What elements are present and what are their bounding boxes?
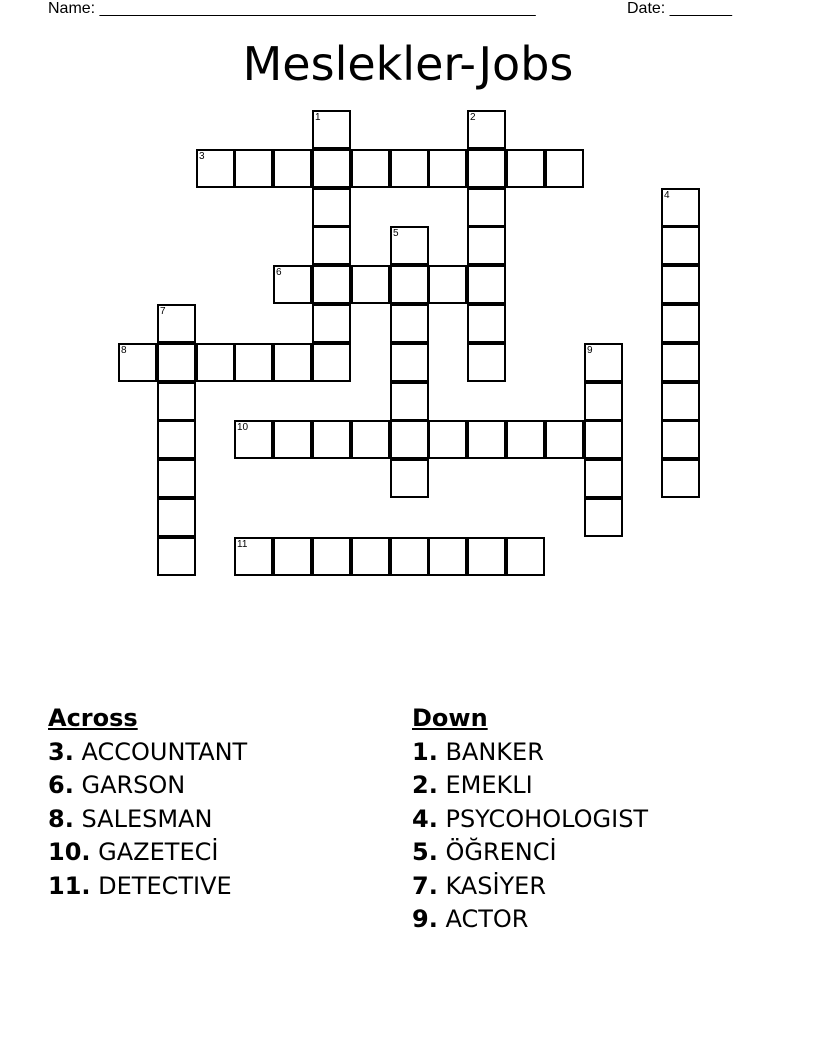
grid-cell[interactable] (467, 188, 506, 227)
clue-text: GARSON (81, 771, 186, 799)
clue-item (412, 836, 648, 870)
grid-cell[interactable] (661, 304, 700, 343)
grid-cell[interactable] (661, 459, 700, 498)
grid-cell[interactable] (312, 226, 351, 265)
clue-number: 3. (48, 737, 74, 766)
grid-cell[interactable] (234, 343, 273, 382)
grid-cell[interactable] (157, 498, 196, 537)
grid-cell[interactable] (312, 537, 351, 576)
grid-cell[interactable] (661, 343, 700, 382)
grid-cell[interactable] (390, 343, 429, 382)
clue-number-label: 3 (199, 151, 205, 162)
clue-number-label: 4 (664, 190, 670, 201)
grid-cell[interactable] (312, 420, 351, 459)
grid-cell[interactable] (390, 537, 429, 576)
grid-cell[interactable] (584, 498, 623, 537)
grid-cell[interactable] (584, 420, 623, 459)
clue-number: 9. (412, 905, 438, 933)
clue-number-label: 5 (393, 228, 399, 239)
clue-text: ÖĞRENCİ (445, 838, 557, 866)
clue-number-label: 8 (121, 345, 127, 356)
grid-cell[interactable] (234, 149, 273, 188)
grid-cell[interactable] (390, 459, 429, 498)
grid-cell[interactable] (157, 343, 196, 382)
clue-number: 2. (412, 771, 438, 799)
clue-number-label: 1 (315, 112, 321, 123)
grid-cell[interactable] (312, 149, 351, 188)
clue-number: 7. (412, 871, 438, 900)
grid-cell[interactable] (312, 343, 351, 382)
grid-cell[interactable] (312, 188, 351, 227)
clue-text: GAZETECİ (98, 838, 219, 866)
grid-cell[interactable] (661, 420, 700, 459)
grid-cell[interactable] (118, 343, 157, 382)
grid-cell[interactable] (390, 420, 429, 459)
grid-cell[interactable] (545, 420, 584, 459)
grid-cell[interactable] (312, 265, 351, 304)
clue-number-label: 10 (237, 422, 249, 433)
clue-number-label: 9 (587, 345, 593, 356)
grid-cell[interactable] (273, 420, 312, 459)
clue-number-label: 7 (160, 306, 166, 317)
grid-cell[interactable] (234, 537, 273, 576)
grid-cell[interactable] (273, 537, 312, 576)
grid-cell[interactable] (157, 420, 196, 459)
grid-cell[interactable] (234, 420, 273, 459)
grid-cell[interactable] (351, 265, 390, 304)
grid-cell[interactable] (273, 149, 312, 188)
grid-cell[interactable] (390, 226, 429, 265)
grid-cell[interactable] (467, 343, 506, 382)
grid-cell[interactable] (273, 343, 312, 382)
grid-cell[interactable] (390, 304, 429, 343)
clue-item (48, 803, 247, 837)
clue-number-label: 2 (470, 112, 476, 123)
clue-item (412, 903, 648, 937)
clue-item (412, 736, 648, 770)
clue-number: 5. (412, 838, 438, 866)
grid-cell[interactable] (390, 265, 429, 304)
grid-cell[interactable] (312, 304, 351, 343)
grid-cell[interactable] (157, 304, 196, 343)
clue-text: DETECTIVE (98, 871, 232, 900)
grid-cell[interactable] (584, 343, 623, 382)
clue-number-label: 11 (237, 539, 248, 550)
clue-number: 8. (48, 804, 74, 833)
grid-cell[interactable] (428, 149, 467, 188)
grid-cell[interactable] (506, 537, 545, 576)
clue-number: 11. (48, 871, 91, 900)
clue-item (412, 769, 648, 803)
grid-cell[interactable] (584, 459, 623, 498)
across-clues (48, 702, 247, 903)
clue-text: KASİYER (445, 871, 547, 900)
clue-item (412, 870, 648, 904)
clue-number-label: 6 (276, 267, 282, 278)
clue-number: 10. (48, 838, 91, 866)
grid-cell[interactable] (428, 265, 467, 304)
grid-cell[interactable] (467, 420, 506, 459)
grid-cell[interactable] (661, 382, 700, 421)
clue-text: BANKER (445, 737, 544, 766)
grid-cell[interactable] (312, 110, 351, 149)
down-clues (412, 702, 648, 937)
clue-item (48, 870, 247, 904)
grid-cell[interactable] (390, 382, 429, 421)
clue-number: 4. (412, 804, 438, 833)
grid-cell[interactable] (545, 149, 584, 188)
across-heading: Across (48, 704, 138, 732)
grid-cell[interactable] (661, 265, 700, 304)
clue-text: SALESMAN (81, 804, 213, 833)
grid-cell[interactable] (584, 382, 623, 421)
name-field-label: Name: _________________________________________________ (48, 0, 536, 17)
grid-cell[interactable] (196, 343, 235, 382)
clue-number: 6. (48, 771, 74, 799)
grid-cell[interactable] (351, 537, 390, 576)
grid-cell[interactable] (467, 265, 506, 304)
clue-text: ACCOUNTANT (81, 737, 248, 766)
grid-cell[interactable] (351, 149, 390, 188)
grid-cell[interactable] (157, 382, 196, 421)
clue-item (48, 736, 247, 770)
date-field-label: Date: _______ (627, 0, 732, 17)
grid-cell[interactable] (506, 149, 545, 188)
grid-cell[interactable] (661, 188, 700, 227)
clue-item (48, 769, 247, 803)
down-heading: Down (412, 704, 488, 732)
grid-cell[interactable] (157, 459, 196, 498)
clue-number: 1. (412, 737, 438, 766)
grid-cell[interactable] (661, 226, 700, 265)
grid-cell[interactable] (428, 420, 467, 459)
grid-cell[interactable] (196, 149, 235, 188)
grid-cell[interactable] (467, 226, 506, 265)
grid-cell[interactable] (467, 110, 506, 149)
clue-item (48, 836, 247, 870)
grid-cell[interactable] (506, 420, 545, 459)
clue-text: ACTOR (445, 905, 529, 933)
grid-cell[interactable] (467, 149, 506, 188)
clue-text: EMEKLI (445, 771, 533, 799)
grid-cell[interactable] (467, 537, 506, 576)
grid-cell[interactable] (390, 149, 429, 188)
grid-cell[interactable] (351, 420, 390, 459)
grid-cell[interactable] (157, 537, 196, 576)
grid-cell[interactable] (428, 537, 467, 576)
grid-cell[interactable] (467, 304, 506, 343)
grid-cell[interactable] (273, 265, 312, 304)
clue-text: PSYCOHOLOGIST (445, 804, 649, 833)
puzzle-title: Meslekler-Jobs (242, 37, 574, 91)
clue-item (412, 803, 648, 837)
